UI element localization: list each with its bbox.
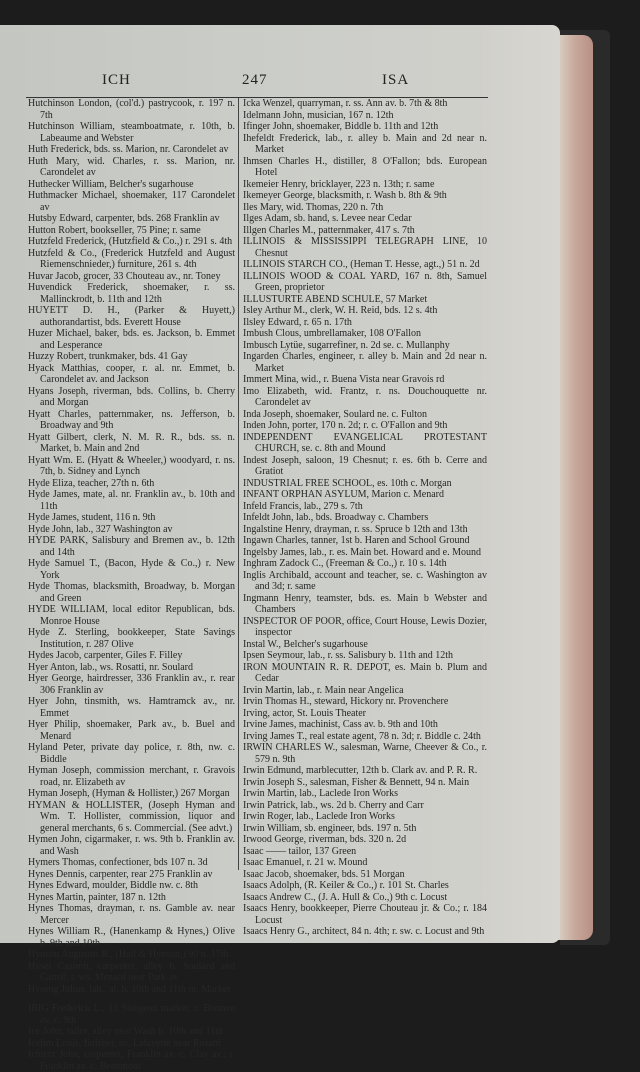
directory-entry: Hyer Philip, shoemaker, Park av., b. Buel and Menard [28, 719, 235, 742]
directory-entry: Isaacs Henry G., architect, 84 n. 4th; r. sw. c. Locust and 9th [243, 926, 485, 937]
directory-entry: Ifinger John, shoemaker, Biddle b. 11th and 12th [243, 121, 439, 132]
directory-entry: Hyman Joseph, (Hyman & Hollister,) 267 Morgan [28, 788, 230, 799]
directory-entry: Hutsby Edward, carpenter, bds. 268 Franklin av [28, 213, 220, 224]
directory-entry: Hyatt Wm. E. (Hyatt & Wheeler,) woodyard, r. ns. 7th, b. Sidney and Lynch [28, 454, 235, 477]
directory-entry: ILLUSTURTE ABEND SCHULE, 57 Market [243, 293, 428, 305]
right-column [243, 98, 487, 938]
directory-entry: HUYETT D. H., (Parker & Huyett,) authorandartist, bds. Everett House [28, 305, 235, 328]
directory-entry: Hymers Thomas, confectioner, bds 107 n. 3d [28, 857, 208, 868]
directory-entry: Ingarden Charles, engineer, r. alley b. Main and 2d near n. Market [243, 351, 487, 374]
directory-entry: Instal W., Belcher's sugarhouse [243, 638, 368, 650]
left-guide-word: ICH [102, 72, 131, 88]
directory-entry: Hyde James, mate, al. nr. Franklin av., b. 10th and 11th [28, 489, 235, 512]
directory-entry: Ice John, tailor, alley near Wash b. 10th and 11th [28, 1026, 223, 1037]
directory-entry: Ikemeyer George, blacksmith, r. Wash b. 8th & 9th [243, 190, 447, 201]
directory-entry: Imo Elizabeth, wid. Frantz, r. ns. Douchouquette nr. Carondelet av [243, 385, 487, 408]
directory-entry: Irvin Thomas H., steward, Hickory nr. Provenchere [243, 696, 449, 707]
directory-entry: HYDE WILLIAM, local editor Republican, bds. Monroe House [28, 604, 235, 627]
directory-entry: Hyseng Julius, lab., al. b. 10th and 11th nr. Market [28, 983, 231, 995]
directory-entry: Isaac Emanuel, r. 21 w. Mound [243, 857, 368, 868]
directory-entry: Hyman Joseph, commission merchant, r. Gravois road, nr. Elizabeth av [28, 765, 235, 788]
directory-entry: IRON MOUNTAIN R. R. DEPOT, es. Main b. Plum and Cedar [243, 661, 487, 684]
directory-entry: Imbush Clous, umbrellamaker, 108 O'Fallon [243, 328, 422, 339]
directory-entry: Isley Arthur M., clerk, W. H. Reid, bds. 12 s. 4th [243, 305, 438, 316]
directory-entry: Hysel Casimir, carpenter, alley b. Soulard and Carrol; r. ws. Menard near Park av [28, 960, 235, 983]
directory-entry: Irwin William, sb. engineer, bds. 197 n. 5th [243, 822, 417, 834]
directory-entry: Isaacs Adolph, (R. Keiler & Co.,) r. 101 St. Charles [243, 880, 449, 891]
directory-entry: Hyans Joseph, riverman, bds. Collins, b. Cherry and Morgan [28, 385, 235, 408]
directory-entry: Hynes Thomas, drayman, r. ns. Gamble av. near Mercer [28, 903, 235, 926]
directory-entry: Ilges Adam, sb. hand, s. Levee near Cedar [243, 213, 412, 224]
directory-entry: INDEPENDENT EVANGELICAL PROTESTANT CHURCH, se. c. 8th and Mound [243, 431, 487, 454]
directory-entry: Ihefeldt Frederick, lab., r. alley b. Main and 2d near n. Market [243, 132, 487, 155]
directory-entry: Hydes Jacob, carpenter, Giles F. Filley [28, 650, 183, 661]
directory-entry: INDUSTRIAL FREE SCHOOL, es. 10th c. Morgan [243, 477, 452, 489]
right-guide-word: ISA [382, 72, 410, 88]
directory-entry: Hutchinson London, (col'd.) pastrycook, r. 197 n. 7th [28, 98, 235, 121]
directory-entry: Irving James T., real estate agent, 78 n. 3d; r. Biddle c. 24th [243, 730, 481, 742]
directory-entry: Hutton Robert, bookseller, 75 Pine; r. same [28, 224, 201, 236]
directory-entry: Huvendick Frederick, shoemaker, r. ss. Mallinckrodt, b. 11th and 12th [28, 282, 235, 305]
directory-entry: HYDE PARK, Salisbury and Bremen av., b. 12th and 14th [28, 535, 235, 558]
directory-entry: Hyer Anton, lab., ws. Rosatti, nr. Soulard [28, 661, 193, 673]
directory-entry: IRWIN CHARLES W., salesman, Warne, Cheever & Co., r. 579 n. 9th [243, 742, 487, 765]
directory-entry: Hyatt Charles, patternmaker, ns. Jefferson, b. Broadway and 9th [28, 408, 235, 431]
directory-entry: Irwin Martin, lab., Laclede Iron Works [243, 788, 399, 799]
directory-entry: Isaacs Andrew C., (J. A. Hull & Co.,) 9th c. Locust [243, 891, 448, 903]
directory-entry: Iles Mary, wid. Thomas, 220 n. 7th [243, 201, 384, 213]
directory-entry: Ipsen Seymour, lab., r. ss. Salisbury b. 11th and 12th [243, 650, 454, 661]
directory-entry: Idelmann John, musician, 167 n. 12th [243, 109, 394, 121]
directory-entry: ILLINOIS STARCH CO., (Heman T. Hesse, agt.,) 51 n. 2d [243, 259, 480, 270]
directory-entry: Hutzfeld & Co., (Frederick Hutzfeld and August Riemenschnieder,) furniture, 261 s. 4th [28, 247, 235, 270]
directory-entry: Hyer John, tinsmith, ws. Hamtramck av., nr. Emmet [28, 696, 235, 719]
directory-entry: Ichterz John, carpenter, Franklin av. c. Clay av.; r. Franklin av. c. Beaumont [28, 1049, 235, 1072]
directory-entry: Hyde Thomas, blacksmith, Broadway, b. Morgan and Green [28, 581, 235, 604]
directory-entry: Hyland Peter, private day police, r. 8th, nw. c. Biddle [28, 742, 235, 765]
directory-entry: Ingalstine Henry, drayman, r. ss. Spruce b 12th and 13th [243, 523, 468, 535]
directory-entry: Ihmsen Charles H., distiller, 8 O'Fallon; bds. European Hotel [243, 155, 487, 178]
directory-entry: Ingelsby James, lab., r. es. Main bet. Howard and e. Mound [243, 546, 482, 558]
directory-entry: Irwin Patrick, lab., ws. 2d b. Cherry and Carr [243, 799, 424, 811]
directory-entry: Irvine James, machinist, Cass av. b. 9th and 10th [243, 719, 438, 730]
directory-entry: Icka Wenzel, quarryman, r. ss. Ann av. b. 7th & 8th [243, 98, 448, 109]
directory-entry: Hynes Dennis, carpenter, rear 275 Franklin av [28, 868, 213, 880]
directory-entry: Hutchinson William, steamboatmate, r. 10th, b. Labeaume and Webster [28, 121, 235, 144]
directory-entry: ILLINOIS & MISSISSIPPI TELEGRAPH LINE, 10 Chesnut [243, 236, 487, 259]
directory-entry: Inglis Archibald, account and teacher, se. c. Washington av and 3d; r. same [243, 569, 487, 592]
directory-entry: Huthmacker Michael, shoemaker, 117 Carondelet av [28, 190, 235, 213]
directory-entry: Illgen Charles M., patternmaker, 417 s. 7th [243, 224, 415, 236]
directory-entry: Inda Joseph, shoemaker, Soulard ne. c. Fulton [243, 408, 428, 420]
directory-entry: Hyatt Gilbert, clerk, N. M. R. R., bds. ss. n. Market, b. Main and 2nd [28, 431, 235, 454]
page-number: 247 [242, 72, 268, 88]
directory-entry: ILLINOIS WOOD & COAL YARD, 167 n. 8th, Samuel Green, proprietor [243, 270, 487, 293]
directory-entry: Irving, actor, St. Louis Theater [243, 707, 366, 719]
directory-entry: Irvin Martin, lab., r. Main near Angelica [243, 684, 404, 696]
directory-entry: Huvar Jacob, grocer, 33 Chouteau av., nr. Toney [28, 270, 221, 282]
directory-entry: Hyde Z. Sterling, bookkeeper, State Savings Institution, r. 287 Olive [28, 627, 235, 650]
directory-entry: Hyde Samuel T., (Bacon, Hyde & Co.,) r. New York [28, 558, 235, 581]
directory-entry: Ilsley Edward, r. 65 n. 17th [243, 316, 352, 328]
directory-entry: Huzzy Robert, trunkmaker, bds. 41 Gay [28, 351, 188, 362]
directory-entry: Huzer Michael, baker, bds. es. Jackson, b. Emmet and Lesperance [28, 328, 235, 351]
directory-entry: Imbusch Lytüe, sugarrefiner, n. 2d se. c. Mullanphy [243, 339, 450, 351]
directory-entry: Huthecker William, Belcher's sugarhouse [28, 178, 194, 190]
directory-entry: Hyack Matthias, cooper, r. al. nr. Emmet, b. Carondelet av. and Jackson [28, 362, 235, 385]
directory-entry: INSPECTOR OF POOR, office, Court House, Lewis Dozier, inspector [243, 615, 487, 638]
directory-entry: Ingawn Charles, tanner, 1st b. Haren and School Ground [243, 535, 470, 546]
directory-entry: Hynes Martin, painter, 187 n. 12th [28, 891, 166, 903]
column-divider [238, 98, 239, 870]
directory-entry: Hutzfeld Frederick, (Hutzfield & Co.,) r. 291 s. 4th [28, 236, 233, 247]
directory-entry: Hyde Eliza, teacher, 27th n. 6th [28, 477, 155, 489]
directory-entry: Inden John, porter, 170 n. 2d; r. c. O'Fallon and 9th [243, 420, 448, 431]
directory-entry: Hynson Augustus R., (Hall & Hynson,) 90 n. 17th [28, 949, 229, 960]
directory-entry: Huth Frederick, bds. ss. Marion, nr. Carondelet av [28, 144, 229, 155]
directory-entry: Isaac Jacob, shoemaker, bds. 51 Morgan [243, 868, 405, 880]
directory-entry: Infeldt John, lab., bds. Broadway c. Chambers [243, 512, 429, 523]
directory-entry: Irwin Joseph S., salesman, Fisher & Bennett, 94 n. Main [243, 776, 470, 788]
directory-entry: Immert Mina, wid., r. Buena Vista near Gravois rd [243, 374, 445, 385]
directory-entry: HYMAN & HOLLISTER, (Joseph Hyman and Wm. T. Hollister, commission, liquor and general merchants, 6 s. Commercial. (See advt.) [28, 799, 235, 834]
directory-entry: Hyde James, student, 116 n. 9th [28, 512, 156, 523]
directory-entry: Hyde John, lab., 327 Washington av [28, 523, 173, 535]
left-column [28, 98, 235, 1072]
directory-entry: Indest Joseph, saloon, 19 Chesnut; r. es. 6th b. Cerre and Gratiot [243, 454, 487, 477]
directory-entry: Irwin Roger, lab., Laclede Iron Works [243, 811, 395, 822]
directory-entry: INFANT ORPHAN ASYLUM, Marion c. Menard [243, 489, 445, 500]
directory-entry: Hyer George, hairdresser, 336 Franklin av., r. rear 306 Franklin av [28, 673, 235, 696]
directory-entry: Ikemeier Henry, bricklayer, 223 n. 13th; r. same [243, 178, 435, 190]
directory-entry: Ingmann Henry, teamster, bds. es. Main b Webster and Chambers [243, 592, 487, 615]
directory-entry: Inghram Zadock C., (Freeman & Co.,) r. 10 s. 14th [243, 558, 447, 569]
directory-entry: Hynes Edward, moulder, Biddle nw. c. 8th [28, 880, 199, 891]
directory-entry: Icelim Louis, finisher, ns. Lafayette near Rosatti [28, 1037, 222, 1049]
directory-entry: Hynes William R., (Hanenkamp & Hynes,) Olive b. 9th and 10th [28, 926, 235, 949]
directory-entry: Huth Mary, wid. Charles, r. ss. Marion, nr. Carondelet av [28, 155, 235, 178]
directory-entry: Isaac —— tailor, 137 Green [243, 845, 357, 857]
directory-entry: Isaacs Henry, bookkeeper, Pierre Chouteau jr. & Co.; r. 184 Locust [243, 903, 487, 926]
directory-entry: Irwin Edmund, marblecutter, 12th b. Clark av. and P. R. R. [243, 765, 478, 776]
directory-entry: Hymen John, cigarmaker, r. ws. 9th b. Franklin av. and Wash [28, 834, 235, 857]
directory-entry: IBIG Frederick L., 13 Sturgeon market; r. Bremen av. c. 9th [28, 1003, 235, 1026]
directory-entry: Irwood George, riverman, bds. 320 n. 2d [243, 834, 407, 845]
directory-entry: Infeld Francis, lab., 279 s. 7th [243, 500, 363, 512]
